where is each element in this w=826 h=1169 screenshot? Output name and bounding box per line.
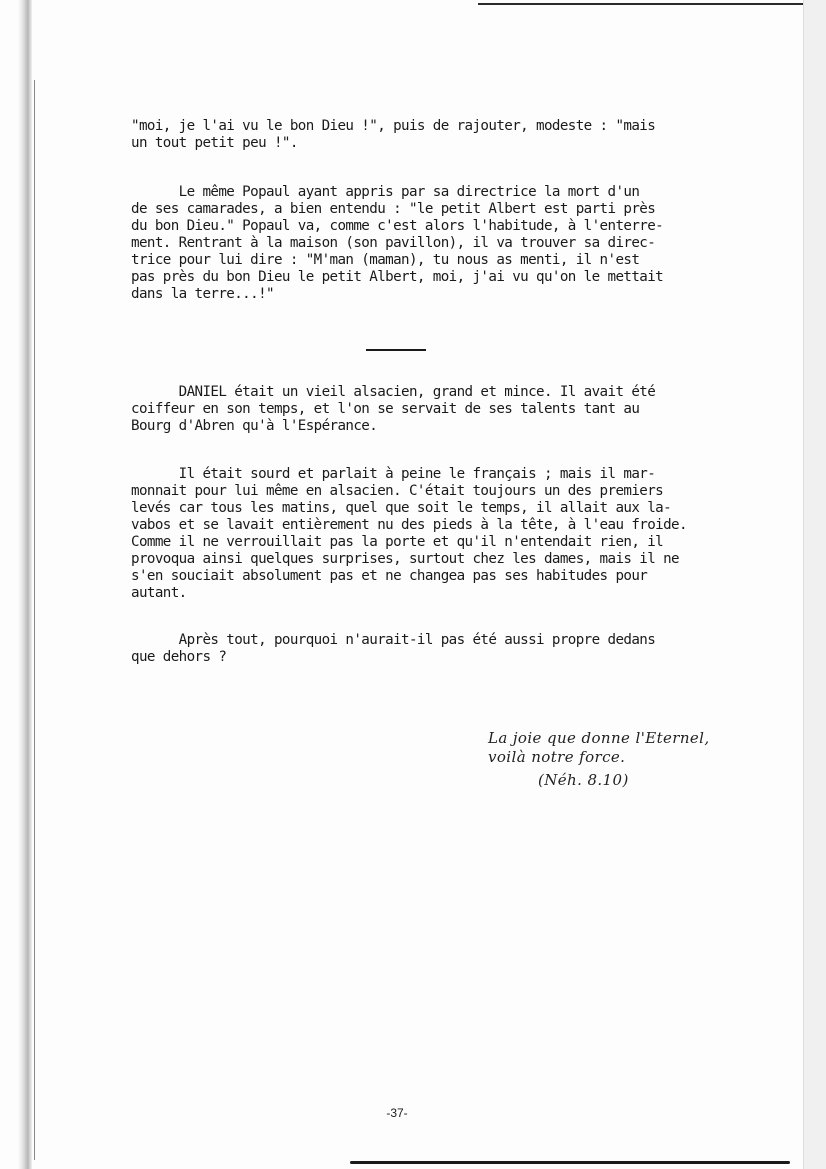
quote-reference: (Néh. 8.10)	[538, 771, 629, 789]
section-separator	[366, 349, 426, 351]
binding-edge	[18, 0, 32, 1169]
binding-shadow-line	[34, 80, 35, 1160]
quote-line-1: La joie que donne l'Eternel,	[488, 729, 710, 747]
paragraph-daniel-habits: Il était sourd et parlait à peine le français ; mais il mar- monnait pour lui même en alsacien. C'était toujours un des premiers levés car tous les matins, quel que soit le temps, il allait aux la- vabos et se lavait entièrement nu des pieds à la tête, à l'eau froide. Comme il ne verrouillait pas la porte et qu'il n'entendait rien, il provoqua ainsi quelques surprises, surtout chez les dames, mais il ne s'en souciait absolument pas et ne changea pas ses habitudes pour autant.	[131, 466, 687, 601]
quote-line-2: voilà notre force.	[488, 748, 626, 766]
paragraph-daniel-intro: DANIEL était un vieil alsacien, grand et mince. Il avait été coiffeur en son temps, et l'on se servait de ses talents tant au Bourg d'Abren qu'à l'Espérance.	[131, 384, 656, 434]
paragraph-popaul-quote-end: "moi, je l'ai vu le bon Dieu !", puis de rajouter, modeste : "mais un tout petit peu !".	[131, 118, 656, 151]
page-right-margin	[803, 0, 826, 1169]
page-number: -37-	[386, 1106, 408, 1120]
bottom-edge-rule	[350, 1161, 790, 1164]
top-edge-rule	[478, 3, 803, 5]
scripture-quote	[488, 729, 748, 790]
paragraph-daniel-conclusion: Après tout, pourquoi n'aurait-il pas été aussi propre dedans que dehors ?	[131, 632, 656, 665]
paragraph-popaul-funeral: Le même Popaul ayant appris par sa directrice la mort d'un de ses camarades, a bien entendu : "le petit Albert est parti près du bon Dieu." Popaul va, comme c'est alors l'habitude, à l'enterre- ment. Rentrant à la maison (son pavillon), il va trouver sa direc- trice pour lui dire : "M'man (maman), tu nous as menti, il n'est pas près du bon Dieu le petit Albert, moi, j'ai vu qu'on le mettait dans la terre...!"	[131, 184, 664, 302]
